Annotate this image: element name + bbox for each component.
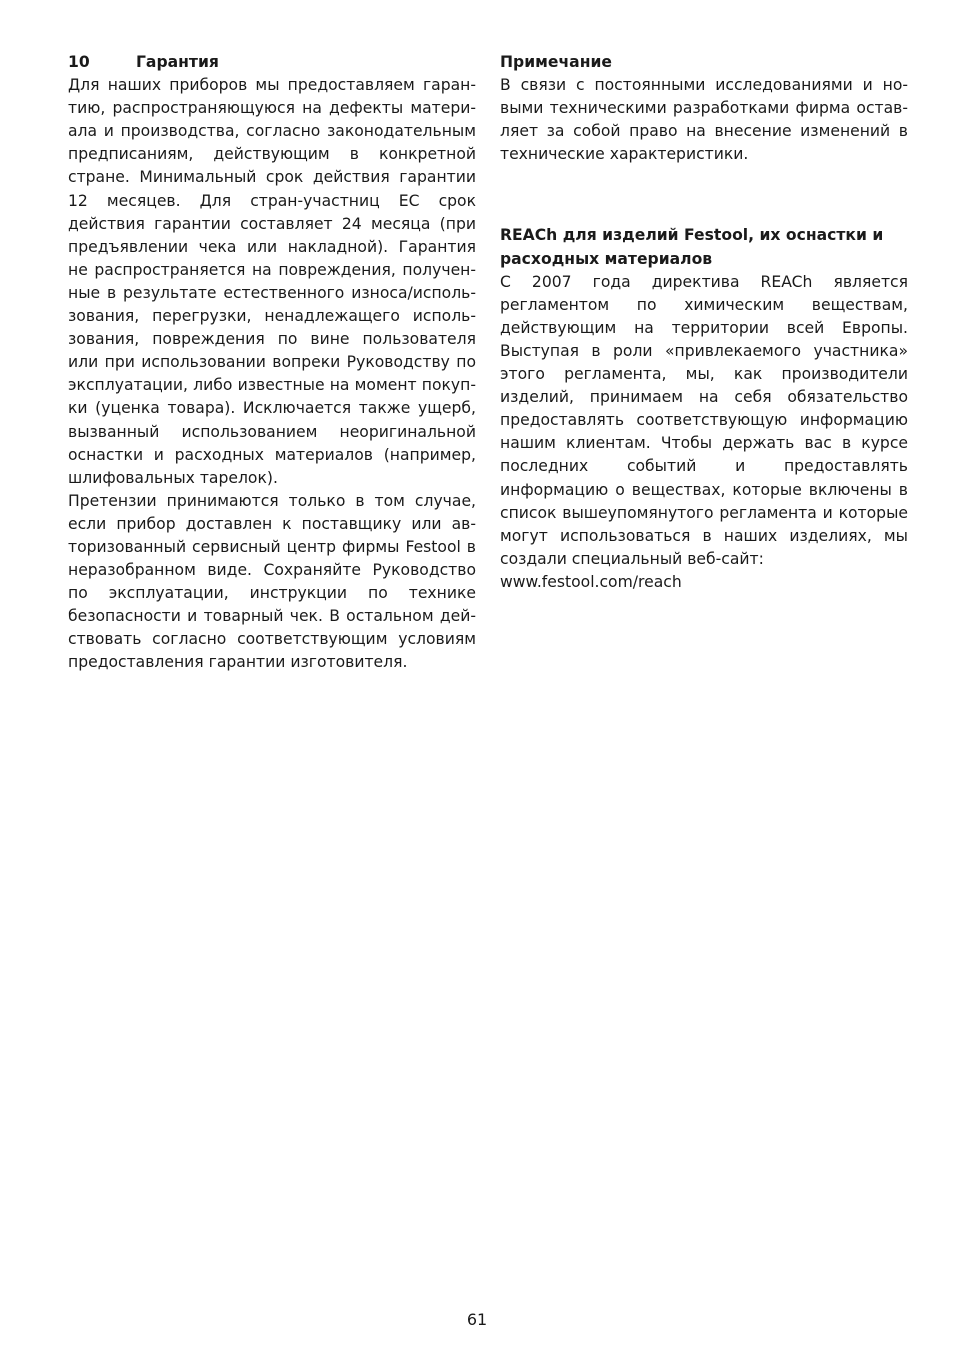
left-column	[68, 51, 476, 675]
warranty-paragraph-2: Претензии принимаются только в том случае, если прибор доставлен к поставщику или авторизованный сервисный центр фирмы Festool в неразобранном виде. Сохраняйте Руководство по эксплуатации, инструкции по технике безопасности и товарный чек. В остальном действовать согласно соответствующим условиям предоставления гарантии изготовителя.	[68, 491, 476, 672]
spacer	[500, 166, 908, 224]
section-number: 10	[68, 53, 90, 71]
note-text: В связи с постоянными исследованиями и новыми техническими разработками фирма оставляет за собой право на внесение изменений в технические характеристики.	[500, 76, 908, 164]
note-title: Примечание	[500, 53, 612, 71]
reach-title: REACh для изделий Festool, их оснастки и расходных материалов	[500, 226, 884, 268]
section-heading	[68, 51, 476, 74]
section-title: Гарантия	[136, 53, 219, 71]
warranty-paragraph-1: Для наших приборов мы предоставляем гарантию, распространяющуюся на дефекты материала и производства, согласно законодательным предписаниям, действующим в конкретной стране. Минимальный срок действия гарантии 12 месяцев. Для стран-участниц ЕС срок действия гарантии составляет 24 месяца (при предъявлении чека или накладной). Гарантия не распространяется на повреждения, полученные в результате естественного износа/использования, перегрузки, ненадлежащего использования, повреждения по вине пользователя или при использовании вопреки Руководству по эксплуатации, либо известные на момент покупки (уценка товара). Исключается также ущерб, вызванный использованием неоригинальной оснастки и расходных материалов (например, шлифовальных тарелок).	[68, 76, 476, 487]
reach-url-link[interactable]: www.festool.com/reach	[500, 572, 682, 591]
reach-text: С 2007 года директива REACh является регламентом по химическим веществам, действующим на территории всей Европы. Выступая в роли «привлекаемого участника» этого регламента, мы, как производители изделий, принимаем на себя обязательство предоставлять соответствующую информацию нашим клиентам. Чтобы держать вас в курсе последних событий и предоставлять информацию о веществах, которые включены в список вышеупомянутого регламента и которые могут использоваться в наших изделиях, мы создали специальный веб-сайт:	[500, 272, 908, 568]
page-number: 61	[466, 1310, 488, 1329]
right-column	[500, 51, 908, 594]
